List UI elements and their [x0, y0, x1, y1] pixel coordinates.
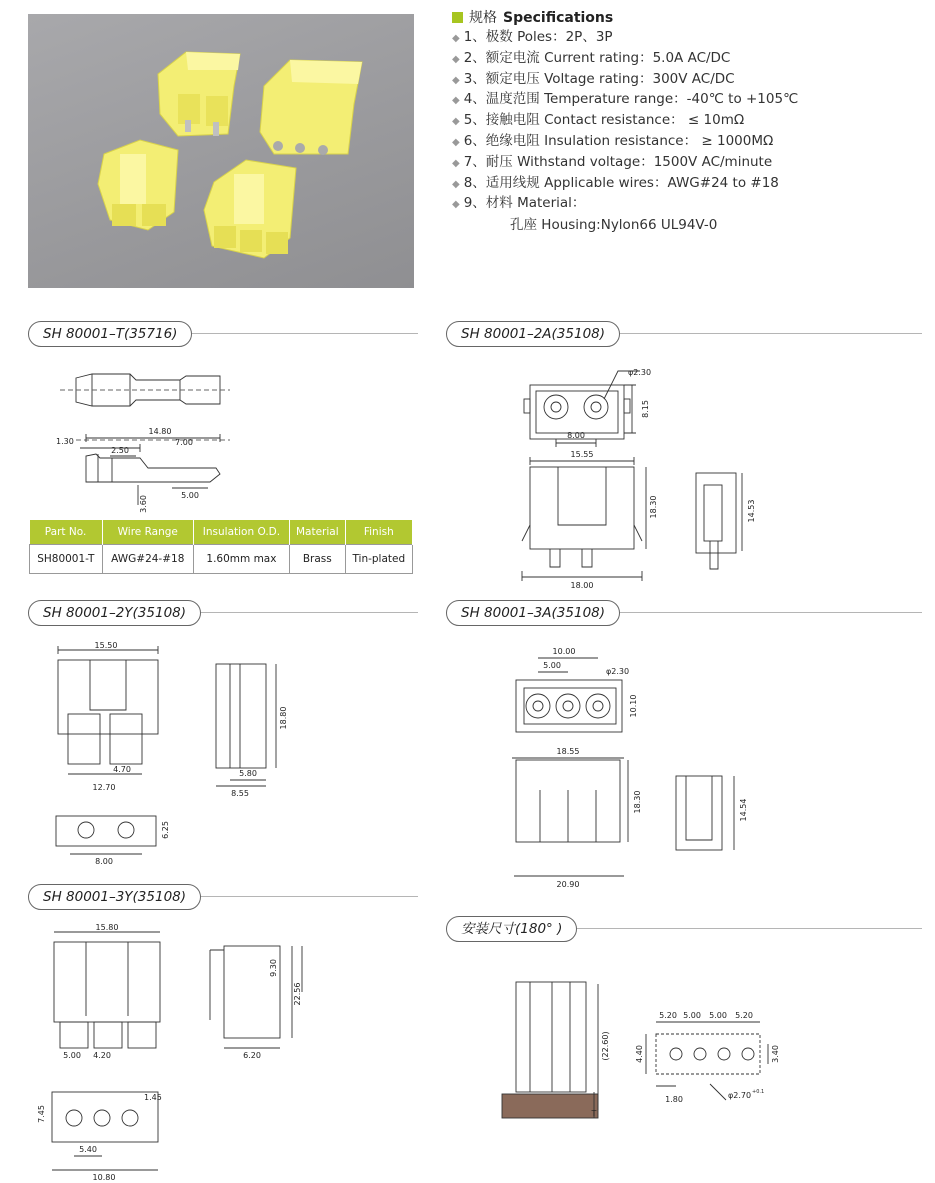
connector-2pin-header-image	[158, 52, 240, 136]
dim-label: 5.20	[659, 1011, 677, 1020]
section-title-housing-3y: SH 80001–3Y(35108)	[28, 884, 201, 910]
dim-label: 9.30	[269, 959, 278, 977]
dim-label: T	[591, 1109, 597, 1118]
diamond-bullet-icon: ◆	[452, 95, 460, 107]
dim-label: 6.20	[243, 1051, 261, 1060]
diamond-bullet-icon: ◆	[452, 157, 460, 169]
spec-item	[452, 132, 922, 153]
dim-tolerance: +0.1	[752, 1089, 765, 1095]
connector-3pin-housing-image	[204, 160, 296, 258]
diamond-bullet-icon: ◆	[452, 53, 460, 65]
dim-label: 7.45	[37, 1105, 46, 1123]
section-title-header-3a: SH 80001–3A(35108)	[446, 600, 620, 626]
dim-label: φ2.30	[628, 368, 652, 377]
spec-title-en: Specifications	[503, 10, 614, 26]
diamond-bullet-icon: ◆	[452, 178, 460, 190]
section-title-mounting: 安装尺寸(180° )	[446, 916, 577, 942]
spec-item	[452, 28, 922, 49]
dim-label: 14.54	[739, 798, 748, 822]
section-title-terminal: SH 80001–T(35716)	[28, 321, 192, 347]
header-2a-drawing	[500, 355, 780, 595]
bullet-square-icon	[452, 12, 463, 23]
spec-material-housing: 孔座 Housing:Nylon66 UL94V-0	[510, 217, 718, 234]
dim-label: 1.80	[665, 1095, 683, 1104]
dim-label: 18.55	[556, 747, 580, 756]
table-row	[30, 545, 413, 574]
dim-label: 3.60	[139, 495, 148, 513]
dim-label: 15.80	[95, 923, 119, 932]
dim-label: 8.00	[95, 857, 113, 866]
terminal-drawing	[40, 360, 240, 520]
diamond-bullet-icon: ◆	[452, 136, 460, 148]
spec-item-text: 2、额定电流 Current rating：5.0A AC/DC	[463, 49, 731, 66]
spec-item	[452, 70, 922, 91]
column-header: Insulation O.D.	[193, 520, 289, 545]
table-cell: AWG#24-#18	[102, 545, 193, 574]
dim-label: 5.00	[683, 1011, 701, 1020]
dim-label: 15.50	[94, 641, 118, 650]
dim-label: φ2.70	[728, 1091, 752, 1100]
dim-label: 22.56	[293, 982, 302, 1006]
dim-label: 8.55	[231, 789, 249, 798]
spec-item	[452, 153, 922, 174]
table-cell: Brass	[289, 545, 345, 574]
housing-2y-drawing	[40, 640, 300, 870]
dim-label: 12.70	[92, 783, 116, 792]
spec-item	[452, 194, 922, 215]
column-header: Finish	[345, 520, 412, 545]
dim-label: 10.00	[552, 647, 576, 656]
spec-item-text: 7、耐压 Withstand voltage：1500V AC/minute	[463, 153, 773, 170]
dim-label: 1.45	[144, 1093, 162, 1102]
section-title-housing-2y: SH 80001–2Y(35108)	[28, 600, 201, 626]
specifications-heading	[452, 8, 922, 28]
parts-table	[29, 520, 413, 574]
spec-item-text: 6、绝缘电阻 Insulation resistance： ≥ 1000MΩ	[463, 132, 774, 149]
diamond-bullet-icon: ◆	[452, 74, 460, 86]
column-header: Part No.	[30, 520, 103, 545]
diamond-bullet-icon: ◆	[452, 33, 460, 44]
dim-label: 14.80	[148, 427, 172, 436]
spec-item-text: 1、极数 Poles：2P、3P	[463, 29, 613, 45]
spec-title-cn: 规格	[469, 10, 497, 26]
dim-label: 4.40	[635, 1045, 644, 1063]
dim-label: 5.00	[181, 491, 199, 500]
dim-label: φ2.30	[606, 667, 630, 676]
dim-label: 1.30	[56, 437, 74, 446]
spec-item-text: 5、接触电阻 Contact resistance： ≤ 10mΩ	[463, 112, 745, 129]
spec-item	[452, 49, 922, 70]
dim-label: 5.40	[79, 1145, 97, 1154]
dim-label: 2.50	[111, 446, 129, 455]
dim-label: 18.30	[633, 790, 642, 814]
connector-2pin-housing-image	[98, 140, 178, 230]
dim-label: 3.40	[771, 1045, 780, 1063]
dim-label: 8.00	[567, 431, 585, 440]
dim-label: 15.55	[570, 450, 594, 459]
dim-label: (22.60)	[601, 1031, 610, 1061]
dim-label: 18.30	[649, 495, 658, 519]
dim-label: 5.20	[735, 1011, 753, 1020]
dim-label: 10.10	[629, 694, 638, 718]
spec-item-text: 8、适用线规 Applicable wires：AWG#24 to #18	[463, 174, 779, 191]
column-header: Wire Range	[102, 520, 193, 545]
dim-label: 10.80	[92, 1173, 116, 1182]
dim-label: 4.70	[113, 765, 131, 774]
table-cell: SH80001-T	[30, 545, 103, 574]
column-header: Material	[289, 520, 345, 545]
section-title-header-2a: SH 80001–2A(35108)	[446, 321, 620, 347]
dim-label: 8.15	[641, 400, 650, 418]
dim-label: 6.25	[161, 821, 170, 839]
connector-3pin-header-image	[260, 60, 362, 155]
dim-label: 18.00	[570, 581, 594, 590]
spec-item	[452, 90, 922, 111]
dim-label: 4.20	[93, 1051, 111, 1060]
dim-label: 20.90	[556, 880, 580, 889]
table-cell: 1.60mm max	[193, 545, 289, 574]
diamond-bullet-icon: ◆	[452, 199, 460, 211]
diamond-bullet-icon: ◆	[452, 116, 460, 128]
spec-item	[452, 111, 922, 132]
header-3a-drawing	[500, 640, 780, 900]
dim-label: 5.80	[239, 769, 257, 778]
dim-label: 5.00	[63, 1051, 81, 1060]
table-header-row	[30, 520, 413, 545]
spec-item-text: 3、额定电压 Voltage rating：300V AC/DC	[463, 70, 735, 87]
spec-item-text: 4、温度范围 Temperature range：-40℃ to +105℃	[463, 91, 799, 108]
spec-item	[452, 174, 922, 195]
mounting-drawing	[490, 960, 790, 1130]
dim-label: 18.80	[279, 706, 288, 730]
specifications-block	[452, 8, 922, 235]
table-cell: Tin-plated	[345, 545, 412, 574]
dim-label: 7.00	[175, 438, 193, 447]
dim-label: 5.00	[709, 1011, 727, 1020]
housing-3y-drawing	[30, 920, 310, 1180]
spec-item-text: 9、材料 Material：	[463, 195, 586, 212]
product-photo	[28, 14, 414, 288]
dim-label: 5.00	[543, 661, 561, 670]
dim-label: 14.53	[747, 499, 756, 523]
